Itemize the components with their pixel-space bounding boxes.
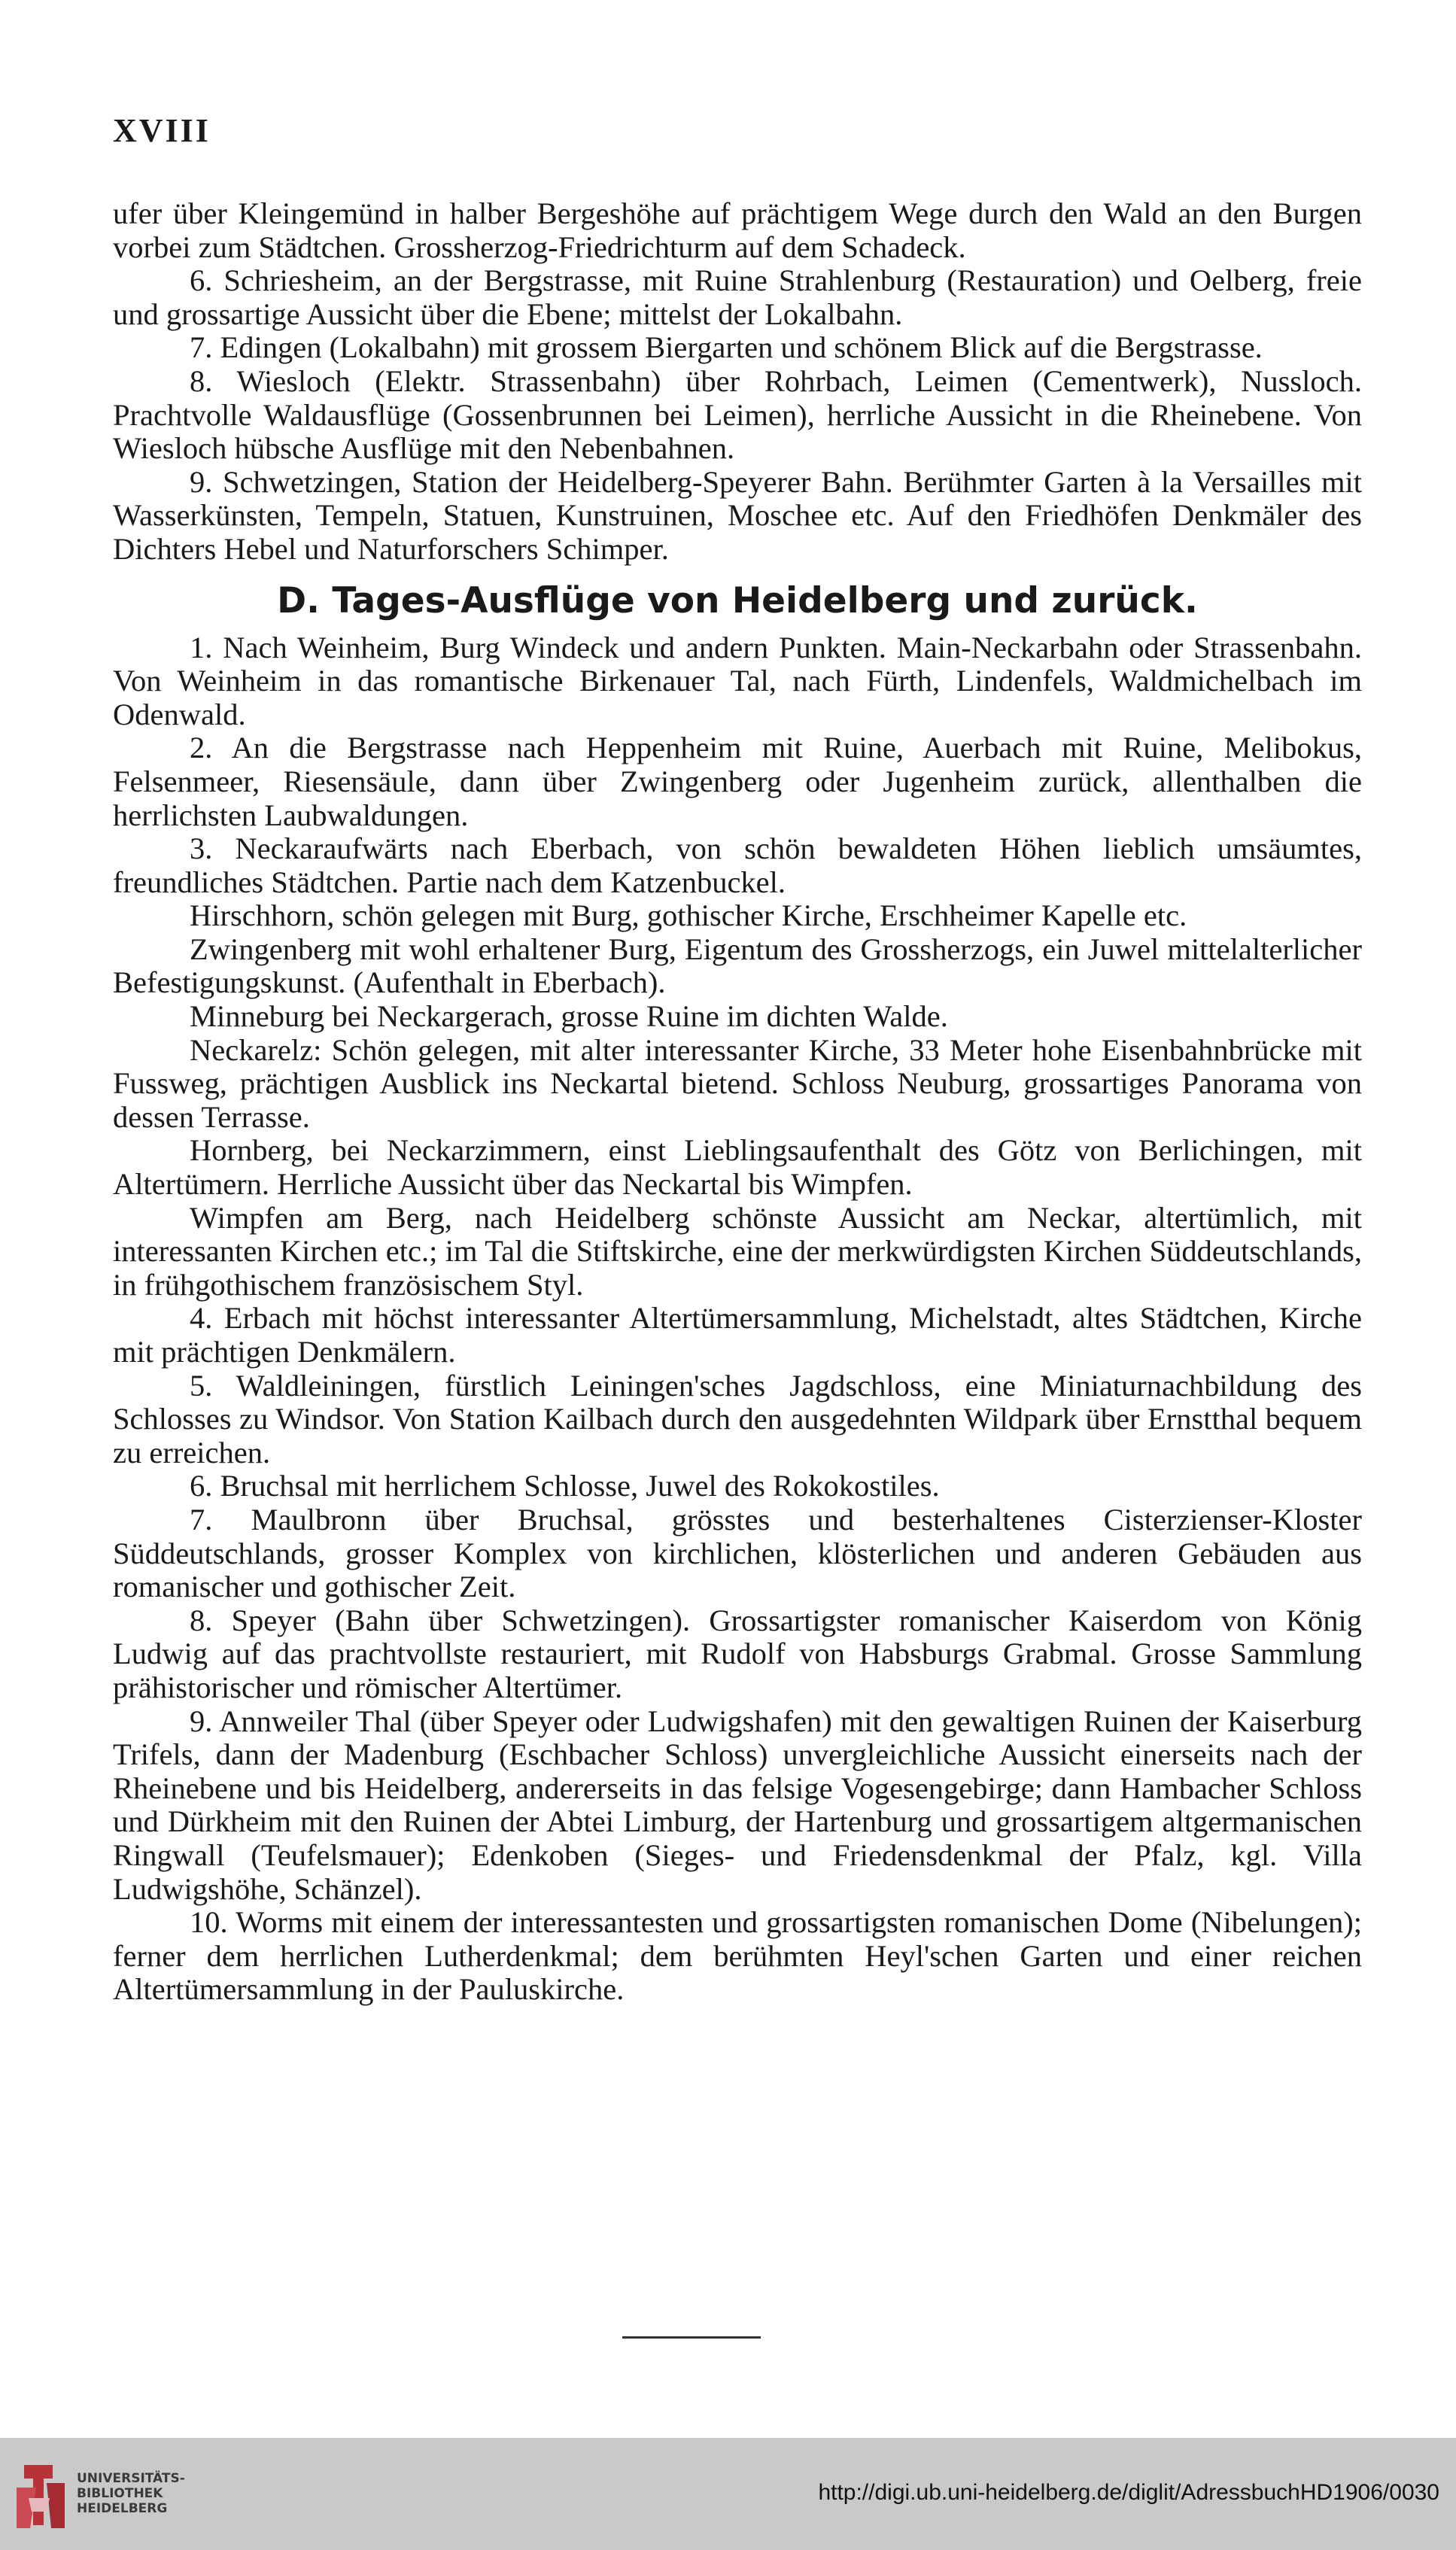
paragraph: Hirschhorn, schön gelegen mit Burg, gothischer Kirche, Erschheimer Kapelle etc. [190, 898, 1187, 933]
source-url[interactable]: http://digi.ub.uni-heidelberg.de/diglit/AdressbuchHD1906/0030 [818, 2480, 1439, 2505]
page-number: XVIII [113, 112, 211, 149]
paragraph: 4. Erbach mit höchst interessanter Altertümersammlung, Michelstadt, altes Städtchen, Kirche mit prächtigen Denkmälern. [113, 1301, 1362, 1369]
university-seal-icon [14, 2457, 68, 2533]
paragraph: Wimpfen am Berg, nach Heidelberg schönste Aussicht am Neckar, altertümlich, mit interessanten Kirchen etc.; im Tal die Stiftskirche, eine der merkwürdigsten Kirchen Süddeutschlands, in frühgothischem französischem Styl. [113, 1200, 1362, 1302]
library-logo-text [77, 2471, 185, 2516]
paragraph: Neckarelz: Schön gelegen, mit alter interessanter Kirche, 33 Meter hohe Eisenbahnbrücke mit Fussweg, prächtigen Ausblick ins Neckartal bietend. Schloss Neuburg, grossartiges Panorama von dessen Terrasse. [113, 1032, 1362, 1134]
paragraph: ufer über Kleingemünd in halber Bergeshöhe auf prächtigem Wege durch den Wald an den Burgen vorbei zum Städtchen. Grossherzog-Friedrichturm auf dem Schadeck. [113, 196, 1362, 264]
paragraph: 9. Schwetzingen, Station der Heidelberg-Speyerer Bahn. Berühmter Garten à la Versailles mit Wasserkünsten, Tempeln, Statuen, Kunstruinen, Moschee etc. Auf den Friedhöfen Denkmäler des Dichters Hebel und Naturforschers Schimper. [113, 464, 1362, 566]
paragraph: 3. Neckaraufwärts nach Eberbach, von schön bewaldeten Höhen lieblich umsäumtes, freundliches Städtchen. Partie nach dem Katzenbuckel. [113, 831, 1362, 899]
paragraph: Zwingenberg mit wohl erhaltener Burg, Eigentum des Grossherzogs, ein Juwel mittelalterlicher Befestigungskunst. (Aufenthalt in Eberbach). [113, 932, 1362, 1000]
footer-bar [0, 2438, 1456, 2550]
logo-line: HEIDELBERG [77, 2501, 168, 2516]
paragraph: 9. Annweiler Thal (über Speyer oder Ludwigshafen) mit den gewaltigen Ruinen der Kaiserburg Trifels, dann der Madenburg (Eschbacher Schloss) unvergleichliche Aussicht einerseits nach der Rheinebene und bis Heidelberg, andererseits in das felsige Vogesengebirge; dann Hambacher Schloss und Dürkheim mit den Ruinen der Abtei Limburg, der Hartenburg und grossartigem altgermanischen Ringwall (Teufelsmauer); Edenkoben (Sieges- und Friedensdenkmal der Pfalz, kgl. Villa Ludwigshöhe, Schänzel). [113, 1704, 1362, 1906]
paragraph: Minneburg bei Neckargerach, grosse Ruine im dichten Walde. [190, 999, 948, 1034]
end-rule [622, 2336, 761, 2339]
section-heading: D. Tages-Ausflüge von Heidelberg und zurück. [277, 579, 1198, 622]
paragraph: 8. Wiesloch (Elektr. Strassenbahn) über Rohrbach, Leimen (Cementwerk), Nussloch. Prachtvolle Waldausflüge (Gossenbrunnen bei Leimen), herrliche Aussicht in die Rheinebene. Von Wiesloch hübsche Ausflüge mit den Nebenbahnen. [113, 363, 1362, 466]
paragraph: 1. Nach Weinheim, Burg Windeck und andern Punkten. Main-Neckarbahn oder Strassenbahn. Von Weinheim in das romantische Birkenauer Tal, nach Fürth, Lindenfels, Waldmichelbach im Odenwald. [113, 630, 1362, 731]
paragraph: 10. Worms mit einem der interessantesten und grossartigsten romanischen Dome (Nibelungen); ferner dem herrlichen Lutherdenkmal; dem berühmten Heyl'schen Garten und einer reichen Altertümersammlung in der Pauluskirche. [113, 1905, 1362, 2007]
paragraph: 5. Waldleiningen, fürstlich Leiningen'sches Jagdschloss, eine Miniaturnachbildung des Schlosses zu Windsor. Von Station Kailbach durch den ausgedehnten Wildpark über Ernstthal bequem zu erreichen. [113, 1368, 1362, 1470]
paragraph: 7. Maulbronn über Bruchsal, grösstes und besterhaltenes Cisterzienser-Kloster Süddeutschlands, grosser Komplex von kirchlichen, klösterlichen und anderen Gebäuden aus romanischer und gothischer Zeit. [113, 1502, 1362, 1604]
logo-line: UNIVERSITÄTS- [77, 2471, 185, 2486]
paragraph: Hornberg, bei Neckarzimmern, einst Lieblingsaufenthalt des Götz von Berlichingen, mit Altertümern. Herrliche Aussicht über das Neckartal bis Wimpfen. [113, 1133, 1362, 1202]
logo-line: BIBLIOTHEK [77, 2486, 163, 2501]
page-body [113, 197, 1362, 2007]
paragraph: 6. Bruchsal mit herrlichem Schlosse, Juwel des Rokokostiles. [190, 1469, 940, 1503]
paragraph: 6. Schriesheim, an der Bergstrasse, mit Ruine Strahlenburg (Restauration) und Oelberg, freie und grossartige Aussicht über die Ebene; mittelst der Lokalbahn. [113, 263, 1362, 331]
paragraph: 2. An die Bergstrasse nach Heppenheim mit Ruine, Auerbach mit Ruine, Melibokus, Felsenmeer, Riesensäule, dann über Zwingenberg oder Jugenheim zurück, allenthalben die herrlichsten Laubwaldungen. [113, 731, 1362, 832]
paragraph: 8. Speyer (Bahn über Schwetzingen). Grossartigster romanischer Kaiserdom von König Ludwig auf das prachtvollste restauriert, mit Rudolf von Habsburgs Grabmal. Grosse Sammlung prähistorischer und römischer Altertümer. [113, 1603, 1362, 1704]
paragraph: 7. Edingen (Lokalbahn) mit grossem Biergarten und schönem Blick auf die Bergstrasse. [190, 330, 1263, 365]
